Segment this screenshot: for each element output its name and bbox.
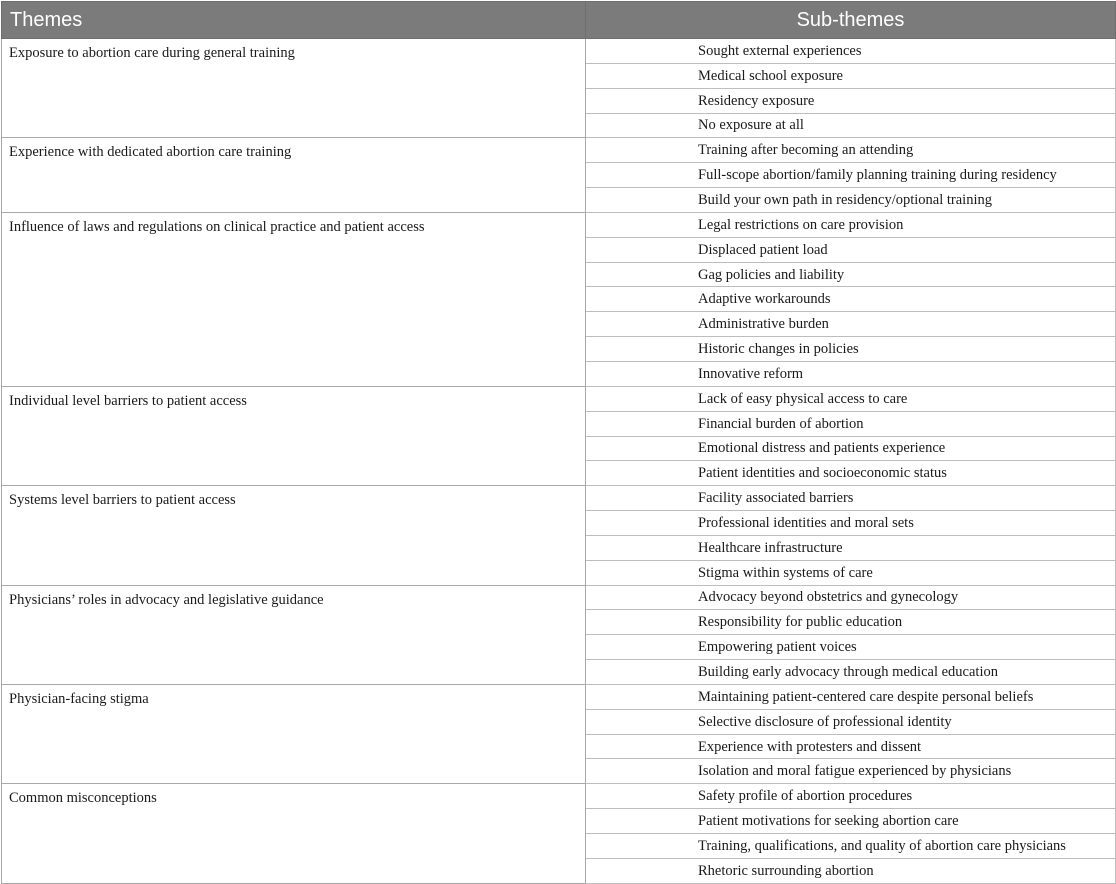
subtheme-cell: Responsibility for public education [586,610,1116,635]
theme-cell: Physician-facing stigma [2,684,586,783]
subtheme-cell: Maintaining patient-centered care despite personal beliefs [586,684,1116,709]
subtheme-cell: Healthcare infrastructure [586,535,1116,560]
subtheme-cell: Lack of easy physical access to care [586,386,1116,411]
header-subthemes: Sub-themes [586,2,1116,39]
subtheme-cell: Build your own path in residency/optional training [586,188,1116,213]
table-row [2,138,1116,163]
table-row [2,684,1116,709]
subtheme-cell: Administrative burden [586,312,1116,337]
subtheme-cell: Financial burden of abortion [586,411,1116,436]
subtheme-cell: Building early advocacy through medical education [586,660,1116,685]
table-row [2,39,1116,64]
theme-cell: Common misconceptions [2,784,586,883]
subtheme-cell: Training after becoming an attending [586,138,1116,163]
subtheme-cell: Displaced patient load [586,237,1116,262]
subtheme-cell: Training, qualifications, and quality of abortion care physicians [586,834,1116,859]
table-row [2,585,1116,610]
theme-cell: Physicians’ roles in advocacy and legislative guidance [2,585,586,684]
theme-cell: Influence of laws and regulations on clinical practice and patient access [2,212,586,386]
theme-cell: Systems level barriers to patient access [2,486,586,585]
subtheme-cell: Empowering patient voices [586,635,1116,660]
subtheme-cell: Gag policies and liability [586,262,1116,287]
theme-cell: Experience with dedicated abortion care training [2,138,586,213]
table-row [2,784,1116,809]
subtheme-cell: Legal restrictions on care provision [586,212,1116,237]
subtheme-cell: Sought external experiences [586,39,1116,64]
table-row [2,386,1116,411]
subtheme-cell: No exposure at all [586,113,1116,138]
subtheme-cell: Professional identities and moral sets [586,511,1116,536]
subtheme-cell: Residency exposure [586,88,1116,113]
subtheme-cell: Full-scope abortion/family planning training during residency [586,163,1116,188]
subtheme-cell: Isolation and moral fatigue experienced by physicians [586,759,1116,784]
subtheme-cell: Advocacy beyond obstetrics and gynecology [586,585,1116,610]
theme-cell: Individual level barriers to patient access [2,386,586,485]
theme-cell: Exposure to abortion care during general training [2,39,586,138]
subtheme-cell: Selective disclosure of professional identity [586,709,1116,734]
subtheme-cell: Rhetoric surrounding abortion [586,858,1116,883]
subtheme-cell: Safety profile of abortion procedures [586,784,1116,809]
subtheme-cell: Facility associated barriers [586,486,1116,511]
header-themes: Themes [2,2,586,39]
subtheme-cell: Adaptive workarounds [586,287,1116,312]
themes-table [1,1,1116,884]
table-row [2,212,1116,237]
subtheme-cell: Historic changes in policies [586,337,1116,362]
subtheme-cell: Medical school exposure [586,63,1116,88]
table-row [2,486,1116,511]
subtheme-cell: Stigma within systems of care [586,560,1116,585]
subtheme-cell: Innovative reform [586,361,1116,386]
subtheme-cell: Emotional distress and patients experience [586,436,1116,461]
subtheme-cell: Patient motivations for seeking abortion care [586,809,1116,834]
subtheme-cell: Experience with protesters and dissent [586,734,1116,759]
subtheme-cell: Patient identities and socioeconomic status [586,461,1116,486]
table-body [2,39,1116,884]
table-header [2,2,1116,39]
